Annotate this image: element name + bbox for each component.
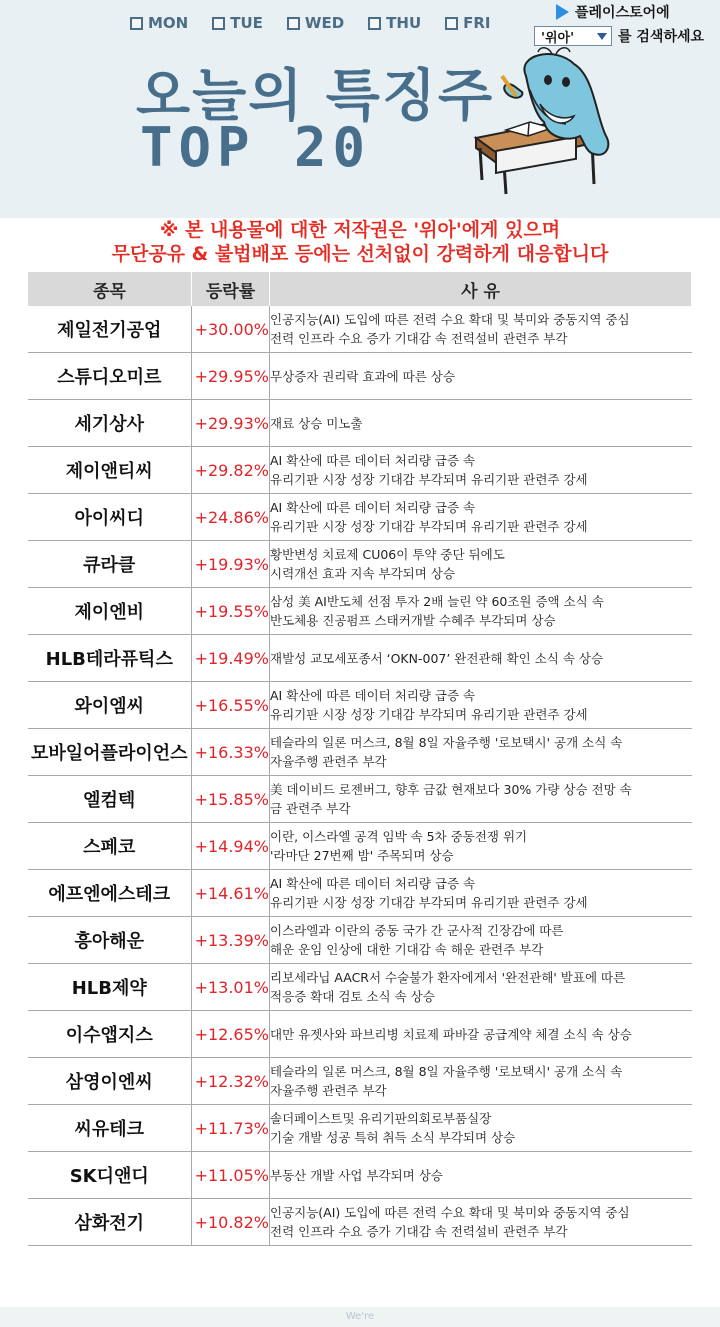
store-text-line1: 플레이스토어에 [575,5,670,21]
change-rate: +13.01% [192,964,270,1011]
page-title: 오늘의 특징주 [136,64,495,129]
reason-line: 해운 운임 인상에 대한 기대감 속 해운 관련주 부각 [270,942,544,957]
stock-name: 아이씨디 [28,494,192,541]
stock-name: HLB테라퓨틱스 [28,635,192,682]
app-name-value: '위아' [541,30,575,46]
change-rate: +12.32% [192,1058,270,1105]
reason-cell [270,1011,692,1058]
reason-cell [270,588,692,635]
app-name-select[interactable] [534,26,612,46]
reason-line: 유리기판 시장 성장 기대감 부각되며 유리기판 관련주 강세 [270,707,588,722]
reason-cell [270,494,692,541]
change-rate: +14.94% [192,823,270,870]
day-thu[interactable]: THU [368,14,421,32]
reason-cell [270,1199,692,1246]
reason-cell [270,682,692,729]
reason-line: 기술 개발 성공 특허 취득 소식 부각되며 상승 [270,1130,516,1145]
notice-line2: 무단공유 & 불법배포 등에는 선처없이 강력하게 대응합니다 [111,243,609,265]
change-rate: +29.95% [192,353,270,400]
reason-line: 솔더페이스트및 유리기판의회로부품실장 [270,1111,492,1126]
reason-cell [270,729,692,776]
table-row [28,917,692,964]
table-row [28,400,692,447]
reason-line: '라마단 27번째 밤' 주목되며 상승 [270,848,454,863]
reason-line: 황반변성 치료제 CU06이 투약 중단 뒤에도 [270,547,505,562]
page-subtitle: TOP 20 [140,116,372,179]
reason-line: 유리기판 시장 성장 기대감 부각되며 유리기판 관련주 강세 [270,895,588,910]
weekday-checklist [130,14,515,32]
reason-cell [270,353,692,400]
stock-name: 스튜디오미르 [28,353,192,400]
stock-name: 에프엔에스테크 [28,870,192,917]
reason-line: 美 데이비드 로젠버그, 향후 금값 현재보다 30% 가량 상승 전망 속 [270,782,632,797]
table-row [28,870,692,917]
reason-cell [270,823,692,870]
stock-name: 흥아해운 [28,917,192,964]
table-row [28,1058,692,1105]
day-fri[interactable]: FRI [445,14,490,32]
change-rate: +19.93% [192,541,270,588]
reason-cell [270,776,692,823]
change-rate: +12.65% [192,1011,270,1058]
day-wed[interactable]: WED [287,14,344,32]
reason-cell [270,870,692,917]
change-rate: +16.55% [192,682,270,729]
table-row [28,353,692,400]
reason-line: 자율주행 관련주 부각 [270,754,387,769]
reason-line: 유리기판 시장 성장 기대감 부각되며 유리기판 관련주 강세 [270,472,588,487]
reason-cell [270,306,692,353]
reason-cell [270,1105,692,1152]
reason-cell [270,635,692,682]
reason-line: 인공지능(AI) 도입에 따른 전력 수요 확대 및 북미와 중동지역 중심 [270,1205,630,1220]
stock-name: 와이엠씨 [28,682,192,729]
table-row [28,635,692,682]
reason-cell [270,1152,692,1199]
reason-line: 테슬라의 일론 머스크, 8월 8일 자율주행 '로보택시' 공개 소식 속 [270,735,623,750]
header-banner [0,0,720,218]
stock-name: 이수앱지스 [28,1011,192,1058]
checkbox-icon [368,17,381,30]
change-rate: +10.82% [192,1199,270,1246]
reason-line: 자율주행 관련주 부각 [270,1083,387,1098]
reason-line: 리보세라닙 AACR서 수술불가 환자에게서 '완전관해' 발표에 따른 [270,970,626,985]
checkbox-icon [287,17,300,30]
reason-line: 재발성 교모세포종서 ‘OKN-007’ 완전관해 확인 소식 속 상승 [270,650,604,666]
stock-name: 큐라클 [28,541,192,588]
footer: We're [0,1307,720,1327]
stock-name: HLB제약 [28,964,192,1011]
reason-line: 이스라엘과 이란의 중동 국가 간 군사적 긴장감에 따른 [270,923,564,938]
table-row [28,1011,692,1058]
table-row [28,823,692,870]
reason-line: 금 관련주 부각 [270,801,351,816]
play-store-promo [534,2,720,46]
table-header-row [28,272,692,306]
table-row [28,306,692,353]
play-store-icon [556,4,569,20]
change-rate: +14.61% [192,870,270,917]
change-rate: +29.82% [192,447,270,494]
reason-line: 재료 상승 미노출 [270,415,363,431]
reason-line: AI 확산에 따른 데이터 처리량 급증 속 [270,453,476,468]
table-row [28,1199,692,1246]
change-rate: +19.55% [192,588,270,635]
change-rate: +24.86% [192,494,270,541]
reason-line: 전력 인프라 수요 증가 기대감 속 전력설비 관련주 부각 [270,1224,568,1239]
change-rate: +16.33% [192,729,270,776]
checkbox-icon [212,17,225,30]
change-rate: +19.49% [192,635,270,682]
stock-name: 삼화전기 [28,1199,192,1246]
stock-name: 스페코 [28,823,192,870]
reason-line: 이란, 이스라엘 공격 임박 속 5차 중동전쟁 위기 [270,829,528,844]
day-mon[interactable]: MON [130,14,188,32]
reason-cell [270,541,692,588]
change-rate: +30.00% [192,306,270,353]
table-row [28,494,692,541]
reason-line: AI 확산에 따른 데이터 처리량 급증 속 [270,876,476,891]
change-rate: +15.85% [192,776,270,823]
table-row [28,776,692,823]
change-rate: +13.39% [192,917,270,964]
table-row [28,1105,692,1152]
change-rate: +11.05% [192,1152,270,1199]
reason-line: 대만 유젯사와 파브리병 치료제 파바갈 공급계약 체결 소식 속 상승 [270,1026,632,1042]
reason-line: 반도체용 진공펌프 스태커개발 수혜주 부각되며 상승 [270,613,556,628]
table-row [28,1152,692,1199]
reason-cell [270,917,692,964]
table-row [28,682,692,729]
table-row [28,541,692,588]
checkbox-icon [130,17,143,30]
reason-line: 테슬라의 일론 머스크, 8월 8일 자율주행 '로보택시' 공개 소식 속 [270,1064,623,1079]
reason-line: 유리기판 시장 성장 기대감 부각되며 유리기판 관련주 강세 [270,519,588,534]
reason-line: 인공지능(AI) 도입에 따른 전력 수요 확대 및 북미와 중동지역 중심 [270,312,630,327]
checkbox-icon [445,17,458,30]
table-row [28,447,692,494]
reason-cell [270,1058,692,1105]
notice-line1: ※ 본 내용물에 대한 저작권은 '위아'에게 있으며 [159,219,561,241]
change-rate: +11.73% [192,1105,270,1152]
reason-line: AI 확산에 따른 데이터 처리량 급증 속 [270,500,476,515]
reason-line: 삼성 美 AI반도체 선점 투자 2배 늘린 약 60조원 증액 소식 속 [270,594,604,609]
stock-name: 엘컴텍 [28,776,192,823]
reason-line: 전력 인프라 수요 증가 기대감 속 전력설비 관련주 부각 [270,331,568,346]
header-stock: 종목 [28,272,192,306]
reason-line: 무상증자 권리락 효과에 따른 상승 [270,368,455,384]
table-row [28,588,692,635]
table-row [28,964,692,1011]
whale-mascot-illustration [456,46,616,196]
chevron-down-icon [597,33,607,40]
stock-name: 삼영이엔씨 [28,1058,192,1105]
stock-name: SK디앤디 [28,1152,192,1199]
table-row [28,729,692,776]
copyright-notice [0,218,720,266]
header-reason: 사 유 [270,272,692,306]
reason-line: 시력개선 효과 지속 부각되며 상승 [270,566,455,581]
stock-name: 모바일어플라이언스 [28,729,192,776]
change-rate: +29.93% [192,400,270,447]
stock-name: 제일전기공업 [28,306,192,353]
reason-cell [270,400,692,447]
store-text-line2: 를 검색하세요 [618,29,705,45]
reason-line: AI 확산에 따른 데이터 처리량 급증 속 [270,688,476,703]
stock-name: 씨유테크 [28,1105,192,1152]
day-tue[interactable]: TUE [212,14,263,32]
featured-stocks-table [27,272,692,1246]
reason-cell [270,964,692,1011]
reason-line: 적응증 확대 검토 소식 속 상승 [270,989,435,1004]
header-rate: 등락률 [192,272,270,306]
reason-line: 부동산 개발 사업 부각되며 상승 [270,1167,443,1183]
reason-cell [270,447,692,494]
stock-name: 제이엔비 [28,588,192,635]
stock-name: 제이앤티씨 [28,447,192,494]
stock-name: 세기상사 [28,400,192,447]
